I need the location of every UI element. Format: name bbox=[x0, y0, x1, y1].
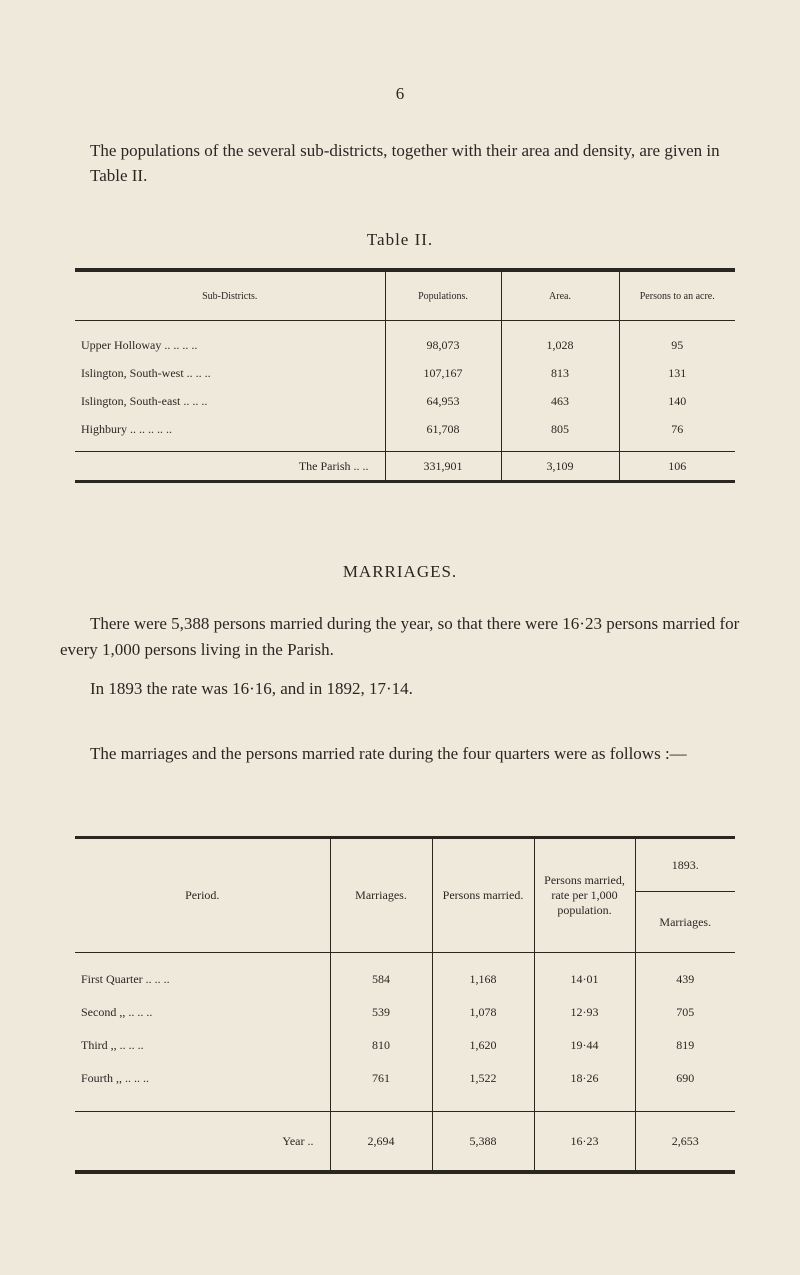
total-row bbox=[75, 452, 735, 482]
area-cell: 805 bbox=[501, 415, 619, 452]
column-header: 1893. bbox=[635, 838, 735, 892]
rate-cell: 18·26 bbox=[534, 1062, 635, 1112]
table-row bbox=[75, 953, 735, 997]
table-row bbox=[75, 1062, 735, 1112]
density-cell: 95 bbox=[619, 321, 735, 360]
marriages-1893-cell: 690 bbox=[635, 1062, 735, 1112]
marriages-cell: 584 bbox=[330, 953, 432, 997]
table-row bbox=[75, 415, 735, 452]
total-marriages: 2,694 bbox=[330, 1112, 432, 1173]
density-cell: 140 bbox=[619, 387, 735, 415]
total-rate: 16·23 bbox=[534, 1112, 635, 1173]
total-population: 331,901 bbox=[385, 452, 501, 482]
total-marriages-1893: 2,653 bbox=[635, 1112, 735, 1173]
column-header: Marriages. bbox=[635, 892, 735, 953]
column-header: Marriages. bbox=[330, 838, 432, 953]
table-header-row bbox=[75, 838, 735, 892]
period-cell: Fourth ,, .. .. .. bbox=[81, 1071, 150, 1085]
total-persons: 5,388 bbox=[432, 1112, 534, 1173]
table-header-row bbox=[75, 270, 735, 321]
table-row bbox=[75, 1029, 735, 1062]
table-ii-title: Table II. bbox=[366, 230, 434, 249]
district-name: Upper Holloway .. .. .. .. bbox=[81, 337, 198, 352]
marriages-paragraph-2: In 1893 the rate was 16·16, and in 1892, 17·14. bbox=[90, 679, 413, 698]
total-area: 3,109 bbox=[501, 452, 619, 482]
rate-cell: 12·93 bbox=[534, 996, 635, 1029]
sub-districts-table bbox=[75, 268, 735, 483]
intro-paragraph: The populations of the several sub-districts, together with their area and density, are given in Table II. bbox=[90, 141, 720, 185]
population-cell: 107,167 bbox=[385, 359, 501, 387]
column-header: Sub-Districts. bbox=[75, 270, 385, 321]
total-row bbox=[75, 1112, 735, 1173]
persons-cell: 1,078 bbox=[432, 996, 534, 1029]
area-cell: 463 bbox=[501, 387, 619, 415]
marriages-cell: 761 bbox=[330, 1062, 432, 1112]
persons-cell: 1,620 bbox=[432, 1029, 534, 1062]
population-cell: 64,953 bbox=[385, 387, 501, 415]
column-header: Area. bbox=[501, 270, 619, 321]
persons-cell: 1,168 bbox=[432, 953, 534, 997]
table-row bbox=[75, 996, 735, 1029]
density-cell: 76 bbox=[619, 415, 735, 452]
area-cell: 813 bbox=[501, 359, 619, 387]
column-header: Persons married. bbox=[432, 838, 534, 953]
district-name: Islington, South-west .. .. .. bbox=[81, 365, 211, 380]
column-header: Persons to an acre. bbox=[619, 270, 735, 321]
marriages-paragraph-3: The marriages and the persons married rate during the four quarters were as follows :— bbox=[90, 744, 687, 763]
marriages-1893-cell: 705 bbox=[635, 996, 735, 1029]
district-name: Islington, South-east .. .. .. bbox=[81, 393, 208, 408]
column-header: Period. bbox=[185, 888, 220, 902]
area-cell: 1,028 bbox=[501, 321, 619, 360]
rate-cell: 19·44 bbox=[534, 1029, 635, 1062]
persons-cell: 1,522 bbox=[432, 1062, 534, 1112]
page-number: 6 bbox=[395, 84, 405, 103]
column-header: Populations. bbox=[385, 270, 501, 321]
table-row bbox=[75, 321, 735, 360]
period-cell: Third ,, .. .. .. bbox=[81, 1038, 144, 1052]
population-cell: 61,708 bbox=[385, 415, 501, 452]
total-label: Year .. bbox=[75, 1112, 330, 1173]
marriages-heading: MARRIAGES. bbox=[342, 562, 458, 581]
rate-cell: 14·01 bbox=[534, 953, 635, 997]
marriages-paragraph-1: There were 5,388 persons married during the year, so that there were 16·23 persons married for every 1,000 persons living in the Parish. bbox=[60, 614, 740, 659]
quarterly-marriages-table bbox=[75, 836, 735, 1174]
table-row bbox=[75, 359, 735, 387]
population-cell: 98,073 bbox=[385, 321, 501, 360]
marriages-1893-cell: 819 bbox=[635, 1029, 735, 1062]
total-label: The Parish .. .. bbox=[75, 452, 385, 482]
period-cell: First Quarter .. .. .. bbox=[81, 972, 170, 986]
column-header: Persons married, rate per 1,000 population. bbox=[534, 838, 635, 953]
district-name: Highbury .. .. .. .. .. bbox=[81, 421, 172, 436]
marriages-1893-cell: 439 bbox=[635, 953, 735, 997]
period-cell: Second ,, .. .. .. bbox=[81, 1005, 153, 1019]
total-density: 106 bbox=[619, 452, 735, 482]
marriages-cell: 539 bbox=[330, 996, 432, 1029]
table-row bbox=[75, 387, 735, 415]
marriages-cell: 810 bbox=[330, 1029, 432, 1062]
density-cell: 131 bbox=[619, 359, 735, 387]
